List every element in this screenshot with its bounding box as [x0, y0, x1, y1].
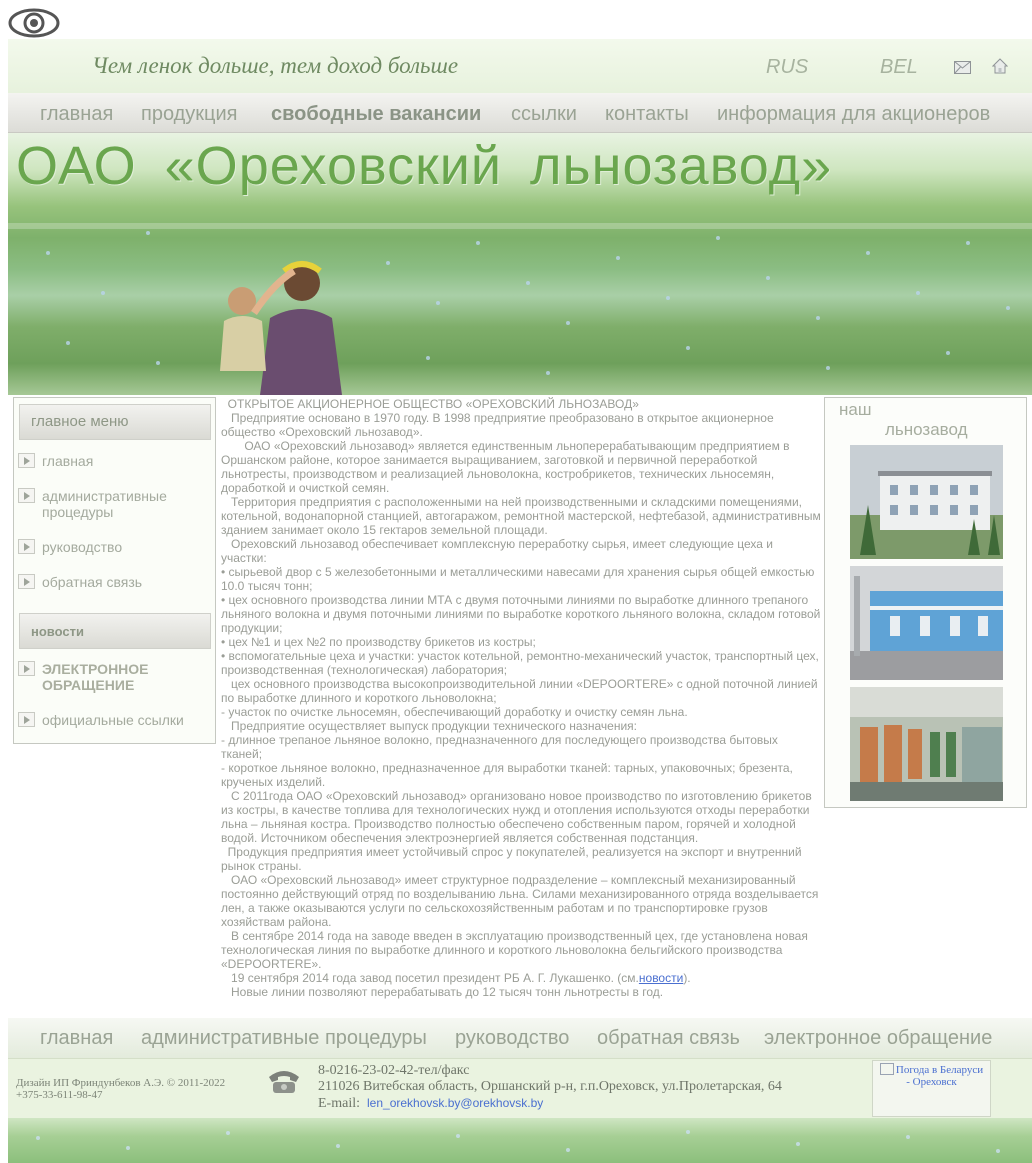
content-paragraph: ОТКРЫТОЕ АКЦИОНЕРНОЕ ОБЩЕСТВО «ОРЕХОВСКИЙ ЛЬНОЗАВОД» — [221, 397, 639, 411]
topnav-links[interactable]: ссылки — [511, 103, 577, 125]
content-paragraph: Продукция предприятия имеет устойчивый спрос у покупателей, реализуется на экспорт и внутренний рынок страны. — [221, 845, 805, 873]
arrow-right-icon — [18, 712, 35, 727]
top-nav — [8, 93, 1032, 133]
sidebar-item-electronic-appeal[interactable] — [18, 661, 208, 693]
content-paragraph: В сентябре 2014 года на заводе введен в эксплуатацию производственный цех, где установлена новая технологическая линия по выработке длинного и короткого льноволокна бельгийского производства «DEPOORTERE». — [221, 929, 812, 971]
content-paragraph: ОАО «Ореховский льнозавод» имеет структурное подразделение – комплексный механизированный постоянно действующий отряд по возделыванию льна. Силами механизированного отряда возделывается лен, а также оказываются услуги по сельскохозяйственным работам и по транспортировке грузов хозяйствам района. — [221, 873, 822, 929]
last-paragraph: Новые линии позволяют перерабатывать до 12 тысяч тонн льнотресты в год. — [221, 985, 664, 999]
visit-text: 19 сентября 2014 года завод посетил президент РБ А. Г. Лукашенко. (см. — [221, 971, 639, 985]
footnav-home[interactable]: главная — [40, 1027, 114, 1049]
content-paragraph: • вспомогательные цеха и участки: участок котельной, ремонтно-механический участок, транспортный цех, производственная (технологическая) лаборатория; — [221, 649, 823, 677]
arrow-right-icon — [18, 488, 35, 503]
sidebar-item-label: официальные ссылки — [42, 712, 184, 728]
contact-info — [318, 1063, 782, 1112]
topnav-vacancies[interactable]: свободные вакансии — [271, 103, 482, 125]
sidebar-item-admin-procedures[interactable] — [18, 488, 208, 520]
banner-title: ОАО «Ореховский льнозавод» — [16, 136, 833, 196]
workshop-exterior-photo[interactable] — [850, 566, 1003, 680]
sidebar-item-label: обратная связь — [42, 574, 143, 590]
weather-widget[interactable] — [872, 1060, 991, 1117]
broken-image-icon — [880, 1063, 894, 1075]
factory-building-photo[interactable] — [850, 445, 1003, 559]
main-content — [221, 397, 825, 999]
sidebar-item-label: руководство — [42, 539, 123, 555]
flax-field-image — [8, 1118, 1032, 1163]
topnav-contacts[interactable]: контакты — [605, 103, 689, 125]
visit-text-end: ). — [683, 971, 691, 985]
email-link[interactable]: len_orekhovsk.by@orekhovsk.by — [367, 1096, 544, 1110]
content-paragraph: - длинное трепаное льняное волокно, предназначенного для последующего производства бытовых тканей; — [221, 733, 782, 761]
right-panel — [824, 397, 1027, 808]
phone-icon — [266, 1067, 302, 1095]
sidebar-item-feedback[interactable] — [18, 574, 208, 590]
arrow-right-icon — [18, 574, 35, 589]
bottom-field-strip — [8, 1118, 1032, 1163]
content-paragraph: Предприятие основано в 1970 году. В 1998 предприятие преобразовано в открытое акционерное общество «Ореховский льнозавод». — [221, 411, 777, 439]
arrow-right-icon — [18, 661, 35, 676]
banner — [8, 133, 1032, 395]
gallery-title-2: льнозавод — [885, 420, 968, 439]
main-menu-header — [19, 404, 211, 440]
credit-line: Дизайн ИП Фриндунбеков А.Э. © 2011-2022 — [16, 1077, 226, 1089]
content-paragraph: Территория предприятия с расположенными на ней производственными и складскими помещениями, котельной, водонапорной станцией, автогаражом, ремонтной мастерской, нефтебазой, административным зданием занимает около 15 гектаров земельной площади. — [221, 495, 825, 537]
visit-paragraph — [221, 971, 821, 985]
footnav-management[interactable]: руководство — [455, 1027, 570, 1049]
sidebar-item-label: ЭЛЕКТРОННОЕ ОБРАЩЕНИЕ — [42, 661, 149, 693]
left-sidebar — [13, 397, 216, 744]
sidebar-item-label: главная — [42, 453, 94, 469]
content-paragraph: цех основного производства высокопроизводительной линии «DEPOORTERE» с одной поточной линией по выработке длинного и короткого льноволокна; — [221, 677, 821, 705]
weather-alt-text: Погода в Беларуси - Ореховск — [895, 1064, 984, 1088]
footnav-admin-procedures[interactable]: административные процедуры — [141, 1027, 427, 1049]
sidebar-item-official-links[interactable] — [18, 712, 208, 728]
footer — [8, 1058, 1032, 1118]
main-menu-title: главное меню — [31, 413, 129, 430]
slogan-bar — [8, 39, 1032, 93]
eye-icon[interactable] — [8, 8, 60, 38]
footnav-feedback[interactable]: обратная связь — [597, 1027, 740, 1049]
content-paragraph: Ореховский льнозавод обеспечивает комплексную переработку сырья, имеет следующие цеха и участки: — [221, 537, 777, 565]
production-line-photo[interactable] — [850, 687, 1003, 801]
news-title: новости — [31, 624, 84, 639]
content-paragraph: • сырьевой двор с 5 железобетонными и металлическими навесами для хранения сырья общей емкостью 10.0 тысяч тонн; — [221, 565, 818, 593]
content-paragraphs — [221, 397, 825, 971]
sidebar-item-management[interactable] — [18, 539, 208, 555]
slogan: Чем ленок дольше, тем доход больше — [92, 53, 459, 78]
topnav-shareholders[interactable]: информация для акционеров — [717, 103, 991, 125]
content-paragraph: С 2011года ОАО «Ореховский льнозавод» организовано новое производство по изготовлению брикетов из костры, в качестве топлива для технологических нужд и отопления используются отходы переработки льна – льняная костра. Производство полностью обеспечено собственным паром, горячей и холодной водой. Источником обеспечения электроэнергией является собственная подстанция. — [221, 789, 816, 845]
email-label: E-mail: — [318, 1096, 360, 1111]
footnav-electronic-appeal[interactable]: электронное обращение — [764, 1027, 993, 1049]
news-header — [19, 613, 211, 649]
topnav-products[interactable]: продукция — [141, 103, 238, 125]
credit-phone: +375-33-611-98-47 — [16, 1089, 103, 1101]
arrow-right-icon — [18, 453, 35, 468]
sidebar-item-label: административные процедуры — [42, 488, 167, 520]
mail-icon[interactable] — [954, 61, 971, 74]
gallery-title-1: наш — [839, 400, 872, 419]
sidebar-item-home[interactable] — [18, 453, 208, 469]
contact-phone: 8-0216-23-02-42-тел/факс — [318, 1063, 470, 1078]
design-credits — [16, 1077, 225, 1101]
arrow-right-icon — [18, 539, 35, 554]
topnav-home[interactable]: главная — [40, 103, 114, 125]
content-paragraph: • цех №1 и цех №2 по производству брикетов из костры; — [221, 635, 536, 649]
contact-email-row — [318, 1095, 782, 1112]
home-icon[interactable] — [992, 58, 1008, 74]
content-paragraph: - участок по очистке льносемян, обеспечивающий доработку и очистку семян льна. — [221, 705, 688, 719]
lang-rus-link[interactable]: RUS — [766, 56, 809, 78]
contact-address: 211026 Витебская область, Оршанский р-н, г.п.Ореховск, ул.Пролетарская, 64 — [318, 1079, 782, 1094]
content-paragraph: Предприятие осуществляет выпуск продукции технического назначения: — [221, 719, 637, 733]
lang-bel-link[interactable]: BEL — [880, 56, 918, 78]
content-paragraph: • цех основного производства линии МТА с двумя поточными линиями по выработке длинного трепаного льняного волокна и двумя поточными линиями по выработке короткого льняного волокна, складом готовой продукции; — [221, 593, 824, 635]
news-link[interactable]: новости — [638, 971, 684, 985]
mother-child-photo — [194, 243, 364, 395]
content-paragraph: ОАО «Ореховский льнозавод» является единственным льноперерабатывающим предприятием в Оршанском районе, которое занимается выращиванием, заготовкой и первичной переработкой льнотресты, производством и реализацией льноволокна, костробрикетов, технических льносемян, доработкой и очисткой семян. — [221, 439, 793, 495]
footer-nav — [8, 1018, 1032, 1058]
content-paragraph: - короткое льняное волокно, предназначенное для выработки тканей: тарных, упаковочных; брезента, крученых изделий. — [221, 761, 797, 789]
